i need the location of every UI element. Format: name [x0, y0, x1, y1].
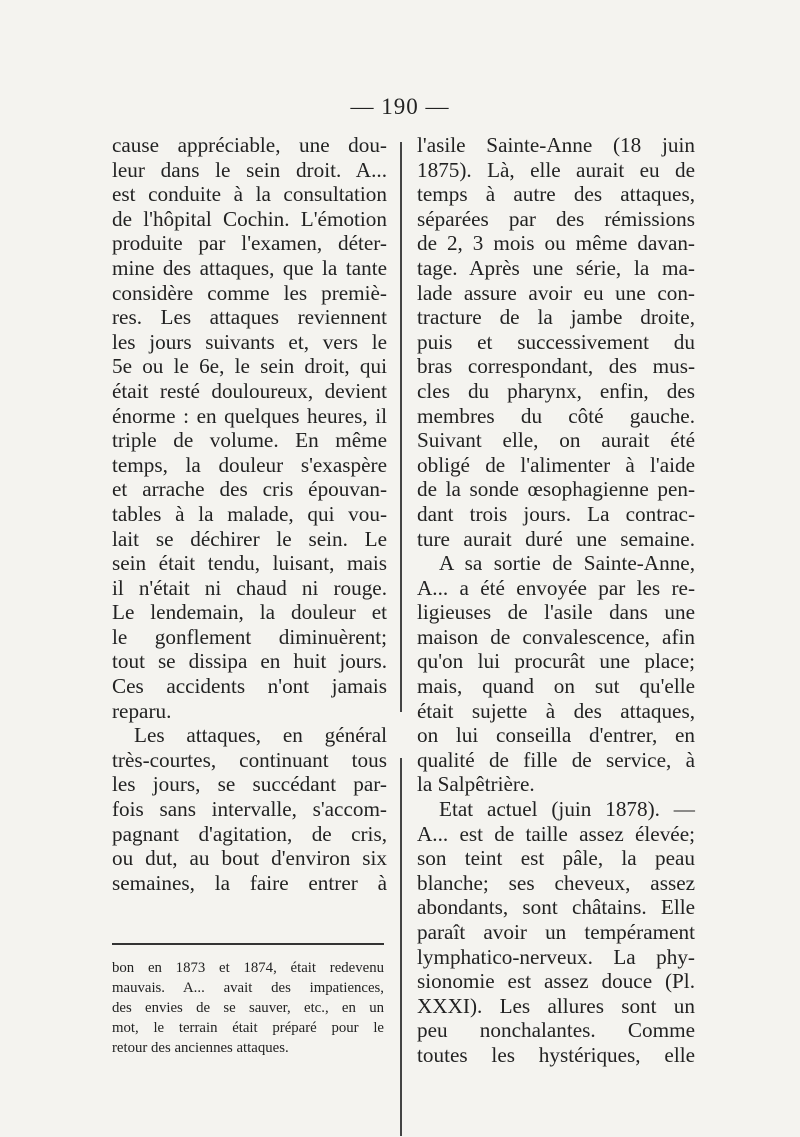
- text-line: qualité de fille de service, à: [417, 747, 695, 772]
- footnote-line: bon en 1873 et 1874, était redevenu: [112, 960, 384, 976]
- footnote-rule: [112, 943, 384, 945]
- text-line: son teint est pâle, la peau: [417, 846, 695, 871]
- text-line: dant trois jours. La contrac-: [417, 501, 695, 526]
- footnote-line: des envies de se sauver, etc., en un: [112, 1000, 384, 1016]
- right-column: [417, 133, 695, 1068]
- text-line: Les attaques, en général: [134, 723, 387, 748]
- text-line: 5e ou le 6e, le sein droit, qui: [112, 354, 387, 379]
- text-line: A... est de taille assez élevée;: [417, 821, 695, 846]
- text-line: on lui conseilla d'entrer, en: [417, 723, 695, 748]
- text-line: mais, quand on sut qu'elle: [417, 674, 695, 699]
- text-line: produite par l'examen, déter-: [112, 231, 387, 256]
- text-line: Ces accidents n'ont jamais: [112, 674, 387, 699]
- text-line: lade assure avoir eu une con-: [417, 280, 695, 305]
- text-line: reparu.: [112, 698, 172, 723]
- text-line: tracture de la jambe droite,: [417, 305, 695, 330]
- text-line: XXXI). Les allures sont un: [417, 993, 695, 1018]
- text-line: A... a été envoyée par les re-: [417, 575, 695, 600]
- text-line: lait se déchirer le sein. Le: [112, 526, 387, 551]
- text-line: toutes les hystériques, elle: [417, 1042, 695, 1067]
- left-column: [112, 133, 387, 895]
- text-line: tout se dissipa en huit jours.: [112, 649, 387, 674]
- text-line: bras correspondant, des mus-: [417, 354, 695, 379]
- text-line: obligé de l'alimenter à l'aide: [417, 452, 695, 477]
- text-line: mine des attaques, que la tante: [112, 255, 387, 280]
- text-line: la Salpêtrière.: [417, 772, 535, 797]
- text-line: lymphatico-nerveux. La phy-: [417, 944, 695, 969]
- text-line: paraît avoir un tempérament: [417, 920, 695, 944]
- text-line: temps, la douleur s'exaspère: [112, 452, 387, 477]
- text-line: sein était tendu, luisant, mais: [112, 551, 387, 576]
- text-line: ou dut, au bout d'environ six: [112, 846, 387, 871]
- footnote-line: retour des anciennes attaques.: [112, 1040, 289, 1056]
- text-line: Suivant elle, on aurait été: [417, 428, 695, 453]
- text-line: pagnant d'agitation, de cris,: [112, 821, 387, 846]
- text-line: est conduite à la consultation: [112, 182, 387, 207]
- text-line: l'asile Sainte-Anne (18 juin: [417, 133, 695, 157]
- text-line: A sa sortie de Sainte-Anne,: [439, 551, 695, 576]
- text-line: semaines, la faire entrer à: [112, 870, 387, 895]
- text-line: cles du pharynx, enfin, des: [417, 378, 695, 403]
- text-line: était resté douloureux, devient: [112, 378, 387, 403]
- column-rule-lower: [400, 758, 402, 1136]
- text-line: il n'était ni chaud ni rouge.: [112, 575, 387, 600]
- text-line: ligieuses de l'asile dans une: [417, 600, 695, 625]
- text-line: très-courtes, continuant tous: [112, 747, 387, 772]
- text-line: 1875). Là, elle aurait eu de: [417, 157, 695, 182]
- text-line: abondants, sont châtains. Elle: [417, 895, 695, 920]
- text-line: maison de convalescence, afin: [417, 624, 695, 649]
- text-line: cause appréciable, une dou-: [112, 133, 387, 157]
- text-line: tage. Après une série, la ma-: [417, 255, 695, 280]
- text-line: res. Les attaques reviennent: [112, 305, 387, 330]
- text-line: tables à la malade, qui vou-: [112, 501, 387, 526]
- text-line: leur dans le sein droit. A...: [112, 157, 387, 182]
- footnote: [112, 958, 384, 1058]
- footnote-line: mot, le terrain était préparé pour le: [112, 1020, 384, 1036]
- text-line: de 2, 3 mois ou même davan-: [417, 231, 695, 256]
- text-line: qu'on lui procurât une place;: [417, 649, 695, 674]
- text-line: séparées par des rémissions: [417, 206, 695, 231]
- text-line: était sujette à des attaques,: [417, 698, 695, 723]
- text-line: de la sonde œsophagienne pen-: [417, 477, 695, 502]
- column-rule-upper: [400, 142, 402, 712]
- text-line: de l'hôpital Cochin. L'émotion: [112, 206, 387, 231]
- text-line: les jours suivants et, vers le: [112, 329, 387, 354]
- footnote-line: mauvais. A... avait des impatiences,: [112, 980, 384, 996]
- text-line: fois sans intervalle, s'accom-: [112, 797, 387, 822]
- text-line: temps à autre des attaques,: [417, 182, 695, 207]
- text-line: ture aurait duré une semaine.: [417, 526, 695, 551]
- text-line: énorme : en quelques heures, il: [112, 403, 387, 428]
- text-line: considère comme les premiè-: [112, 280, 387, 305]
- text-line: Etat actuel (juin 1878). —: [439, 797, 695, 822]
- text-line: blanche; ses cheveux, assez: [417, 870, 695, 895]
- text-line: les jours, se succédant par-: [112, 772, 387, 797]
- text-line: sionomie est assez douce (Pl.: [417, 969, 695, 994]
- text-line: membres du côté gauche.: [417, 403, 695, 428]
- running-head-page-number: — 190 —: [350, 94, 450, 119]
- text-line: puis et successivement du: [417, 329, 695, 354]
- text-line: et arrache des cris épouvan-: [112, 477, 387, 502]
- text-line: triple de volume. En même: [112, 428, 387, 453]
- text-line: Le lendemain, la douleur et: [112, 600, 387, 625]
- text-line: peu nonchalantes. Comme: [417, 1018, 695, 1043]
- text-line: le gonflement diminuèrent;: [112, 624, 387, 649]
